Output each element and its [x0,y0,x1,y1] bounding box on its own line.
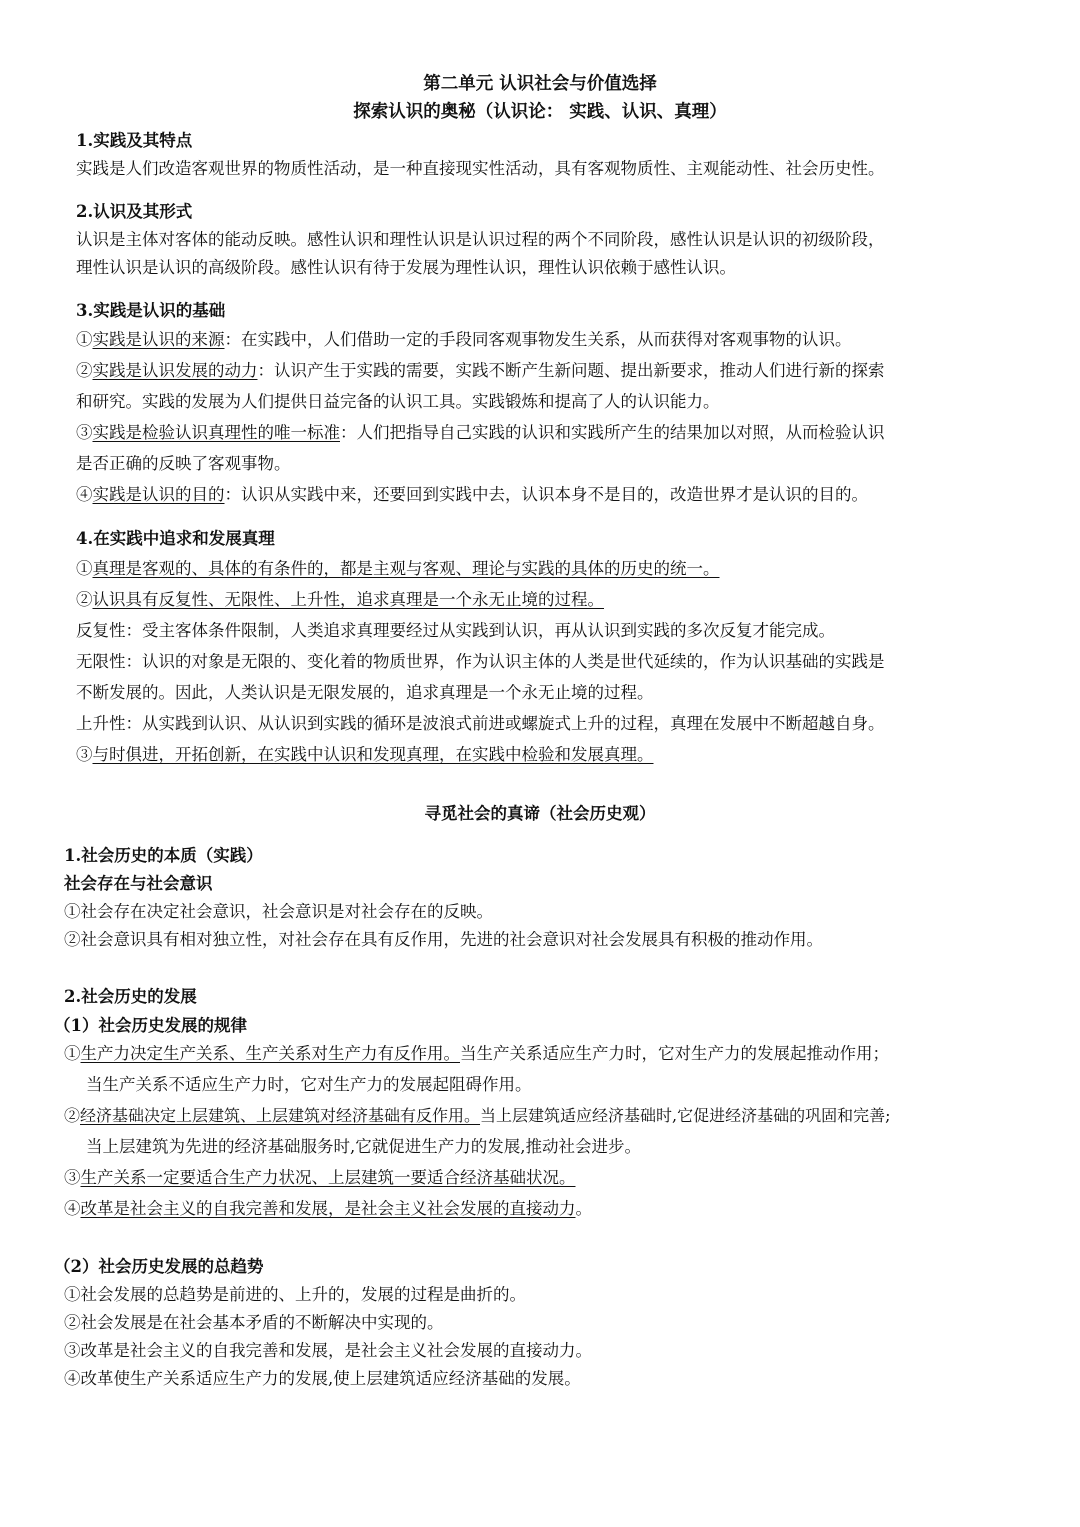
item-number: ③ [64,1168,81,1187]
list-item-continuation: 当生产关系不适应生产力时，它对生产力的发展起阻碍作用。 [86,1075,532,1094]
list-item [76,484,868,506]
item-number: ② [76,361,93,380]
key-phrase: 经济基础决定上层建筑、上层建筑对经济基础有反作用。 [80,1106,481,1125]
heading-cognition: 2.认识及其形式 [76,202,193,221]
item-text: ：人们把指导自己实践的认识和实践所产生的结果加以对照，从而检验认识 [340,423,885,442]
paragraph-ascending: 上升性：从实践到认识、从认识到实践的循环是波浪式前进或螺旋式上升的过程，真理在发展中不断超越自身。 [76,714,885,733]
heading-practice: 1.实践及其特点 [76,131,193,150]
item-text: ：认识产生于实践的需要，实践不断产生新问题、提出新要求，推动人们进行新的探索 [257,361,885,380]
list-item [76,589,604,611]
key-phrase: 认识具有反复性、无限性、上升性，追求真理是一个永无止境的过程。 [92,590,604,609]
item-number: ④ [64,1199,81,1218]
paragraph-infinity-line2: 不断发展的。因此，人类认识是无限发展的，追求真理是一个永无止境的过程。 [76,683,654,702]
subheading-laws: （1）社会历史发展的规律 [54,1016,247,1035]
unit-title: 第二单元 认识社会与价值选择 [423,74,657,94]
paragraph-practice: 实践是人们改造客观世界的物质性活动，是一种直接现实性活动，具有客观物质性、主观能动性、社会历史性。 [76,159,885,178]
list-item: ①社会发展的总趋势是前进的、上升的，发展的过程是曲折的。 [64,1285,526,1304]
item-number: ④ [76,485,93,504]
key-phrase: 实践是认识的来源 [92,330,225,349]
list-item-continuation: 是否正确的反映了客观事物。 [76,454,291,473]
list-item: ①社会存在决定社会意识，社会意识是对社会存在的反映。 [64,902,493,921]
list-item-continuation: 当上层建筑为先进的经济基础服务时,它就促进生产力的发展,推动社会进步。 [86,1137,641,1156]
list-item [76,329,852,351]
heading-social-history-development: 2.社会历史的发展 [64,987,197,1006]
item-text: 。 [575,1199,592,1218]
list-item: ②社会意识具有相对独立性，对社会存在具有反作用，先进的社会意识对社会发展具有积极的推动作用。 [64,930,823,949]
paragraph-cognition-line2: 理性认识是认识的高级阶段。感性认识有待于发展为理性认识，理性认识依赖于感性认识。 [76,258,736,277]
list-item-continuation: 和研究。实践的发展为人们提供日益完备的认识工具。实践锻炼和提高了人的认识能力。 [76,392,720,411]
list-item [64,1043,889,1065]
paragraph-cognition-line1: 认识是主体对客体的能动反映。感性认识和理性认识是认识过程的两个不同阶段，感性认识是认识的初级阶段， [76,230,885,249]
key-phrase: 实践是认识发展的动力 [92,361,258,380]
key-phrase: 与时俱进，开拓创新，在实践中认识和发现真理，在实践中检验和发展真理。 [92,745,654,764]
list-item [76,360,885,382]
key-phrase: 生产关系一定要适合生产力状况、上层建筑一要适合经济基础状况。 [80,1168,576,1187]
heading-truth: 4.在实践中追求和发展真理 [76,529,275,548]
item-number: ② [76,590,93,609]
list-item: ④改革使生产关系适应生产力的发展,使上层建筑适应经济基础的发展。 [64,1369,581,1388]
subheading-social-existence: 社会存在与社会意识 [64,874,213,893]
list-item [76,744,654,766]
list-item [64,1198,592,1220]
paragraph-infinity-line1: 无限性：认识的对象是无限的、变化着的物质世界，作为认识主体的人类是世代延续的，作为认识基础的实践是 [76,652,885,671]
list-item: ③改革是社会主义的自我完善和发展，是社会主义社会发展的直接动力。 [64,1341,592,1360]
item-number: ③ [76,745,93,764]
item-text: ：认识从实践中来，还要回到实践中去，认识本身不是目的，改造世界才是认识的目的。 [224,485,868,504]
key-phrase: 实践是认识的目的 [92,485,225,504]
item-number: ③ [76,423,93,442]
key-phrase: 实践是检验认识真理性的唯一标准 [92,423,340,442]
paragraph-repetitiveness: 反复性：受主客体条件限制，人类追求真理要经过从实践到认识，再从认识到实践的多次反复才能完成。 [76,621,835,640]
item-text: 当生产关系适应生产力时，它对生产力的发展起推动作用； [460,1044,889,1063]
heading-practice-basis: 3.实践是认识的基础 [76,301,226,320]
key-phrase: 改革是社会主义的自我完善和发展，是社会主义社会发展的直接动力 [80,1199,576,1218]
key-phrase: 生产力决定生产关系、生产关系对生产力有反作用。 [80,1044,460,1063]
item-text: 当上层建筑适应经济基础时,它促进经济基础的巩固和完善; [480,1106,891,1125]
list-item [64,1105,891,1127]
list-item [64,1167,576,1189]
list-item: ②社会发展是在社会基本矛盾的不断解决中实现的。 [64,1313,444,1332]
heading-social-history-essence: 1.社会历史的本质（实践） [64,846,263,865]
subheading-trend: （2）社会历史发展的总趋势 [54,1257,264,1276]
item-number: ① [76,559,93,578]
item-text: ：在实践中，人们借助一定的手段同客观事物发生关系，从而获得对客观事物的认识。 [224,330,852,349]
list-item [76,422,885,444]
item-number: ② [64,1106,81,1125]
section-title-epistemology: 探索认识的奥秘（认识论： 实践、认识、真理） [353,102,727,122]
key-phrase: 真理是客观的、具体的有条件的，都是主观与客观、理论与实践的具体的历史的统一。 [92,559,720,578]
list-item [76,558,720,580]
item-number: ① [76,330,93,349]
item-number: ① [64,1044,81,1063]
section-title-social-history: 寻觅社会的真谛（社会历史观） [424,804,656,823]
